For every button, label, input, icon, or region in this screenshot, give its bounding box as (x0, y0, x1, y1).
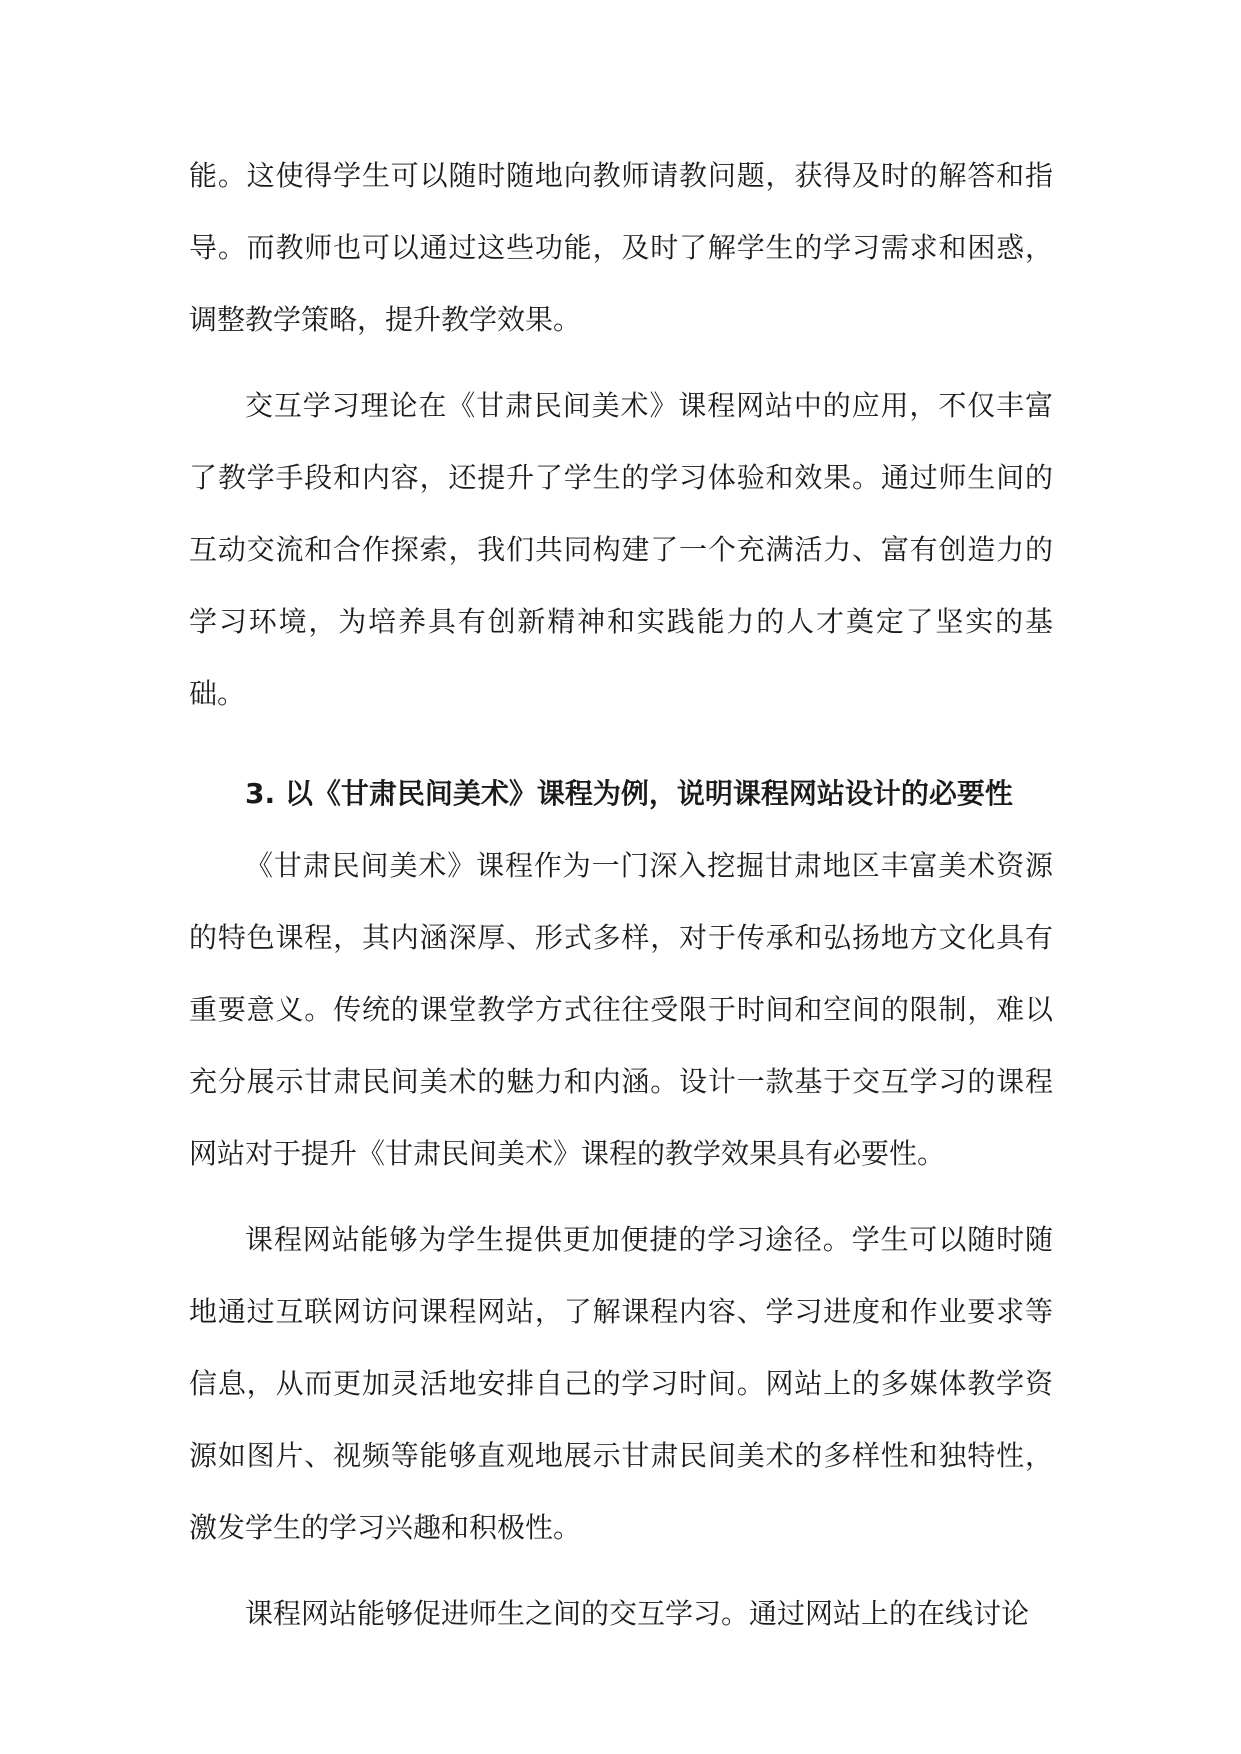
paragraph-continuation: 能。这使得学生可以随时随地向教师请教问题，获得及时的解答和指导。而教师也可以通过这些功能，及时了解学生的学习需求和困惑，调整教学策略，提升教学效果。 (189, 159, 1053, 336)
paragraph-convenient-learning: 课程网站能够为学生提供更加便捷的学习途径。学生可以随时随地通过互联网访问课程网站，了解课程内容、学习进度和作业要求等信息，从而更加灵活地安排自己的学习时间。网站上的多媒体教学资源如图片、视频等能够直观地展示甘肃民间美术的多样性和独特性，激发学生的学习兴趣和积极性。 (189, 1223, 1053, 1544)
paragraph-gap (189, 1564, 1053, 1578)
paragraph-interactive-learning-summary: 交互学习理论在《甘肃民间美术》课程网站中的应用，不仅丰富了教学手段和内容，还提升了学生的学习体验和效果。通过师生间的互动交流和合作探索，我们共同构建了一个充满活力、富有创造力的学习环境，为培养具有创新精神和实践能力的人才奠定了坚实的基础。 (189, 389, 1053, 710)
paragraph-course-introduction: 《甘肃民间美术》课程作为一门深入挖掘甘肃地区丰富美术资源的特色课程，其内涵深厚、形式多样，对于传承和弘扬地方文化具有重要意义。传统的课堂教学方式往往受限于时间和空间的限制，难以充分展示甘肃民间美术的魅力和内涵。设计一款基于交互学习的课程网站对于提升《甘肃民间美术》课程的教学效果具有必要性。 (189, 849, 1053, 1170)
paragraph-gap (189, 1190, 1053, 1204)
document-body (189, 140, 1053, 1650)
section-heading: 3. 以《甘肃民间美术》课程为例，说明课程网站设计的必要性 (245, 777, 1013, 810)
paragraph-teacher-student-interaction: 课程网站能够促进师生之间的交互学习。通过网站上的在线讨论 (245, 1597, 1030, 1630)
paragraph-gap (189, 356, 1053, 370)
paragraph-gap (189, 730, 1053, 744)
